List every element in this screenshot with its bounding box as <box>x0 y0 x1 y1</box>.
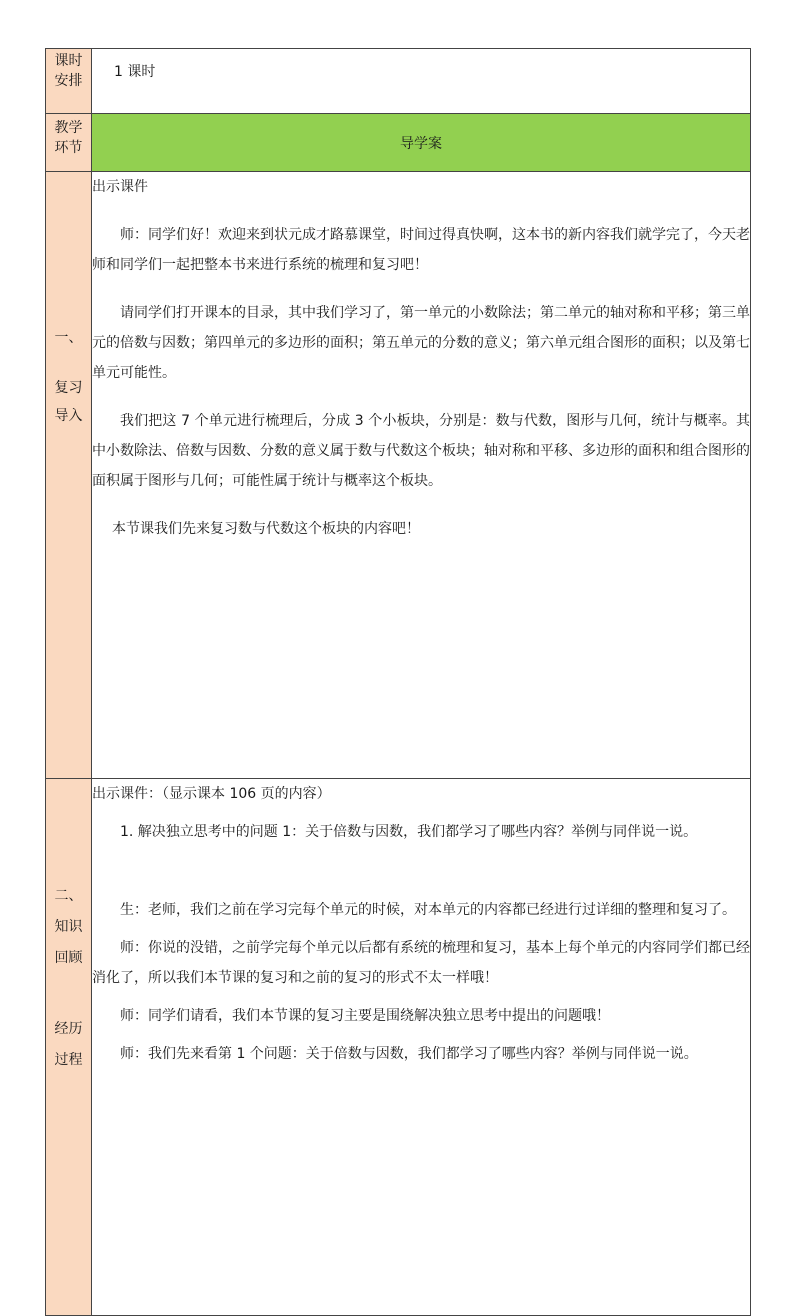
section2-label-line2: 回顾 <box>54 950 83 966</box>
section1-label-line2: 导入 <box>54 408 83 424</box>
section2-paragraph-4: 师：同学们请看，我们本节课的复习主要是围绕解决独立思考中提出的问题哦！ <box>120 1008 610 1024</box>
section1-paragraph-2: 请同学们打开课本的目录，其中我们学习了，第一单元的小数除法；第二单元的轴对称和平移；第三单元的倍数与因数；第四单元的多边形的面积；第五单元的分数的意义；第六单元组合图形的面积；以及第七单元可能性。 <box>92 305 750 381</box>
header-label-line2: 环节 <box>54 140 83 156</box>
section1-row <box>46 172 751 779</box>
section2-label-line1: 知识 <box>54 919 83 935</box>
section2-paragraph-5: 师：我们先来看第 1 个问题：关于倍数与因数，我们都学习了哪些内容？举例与同伴说一说。 <box>120 1046 698 1062</box>
section1-paragraph-4: 本节课我们先来复习数与代数这个板块的内容吧！ <box>112 521 420 537</box>
section2-paragraph-1: 1. 解决独立思考中的问题 1：关于倍数与因数，我们都学习了哪些内容？举例与同伴说一说。 <box>120 824 698 840</box>
section2-label-cell <box>46 779 92 1316</box>
schedule-label-line1: 课时 <box>54 53 83 69</box>
lesson-plan-sheet <box>45 48 750 1316</box>
schedule-row <box>46 49 751 114</box>
header-label-cell <box>46 114 92 172</box>
section1-paragraph-3: 我们把这 7 个单元进行梳理后，分成 3 个小板块，分别是：数与代数，图形与几何，统计与概率。其中小数除法、倍数与因数、分数的意义属于数与代数这个板块；轴对称和平移、多边形的面积和组合图形的面积属于图形与几何；可能性属于统计与概率这个板块。 <box>92 413 750 489</box>
section1-content <box>92 172 751 779</box>
section1-paragraph-1: 师：同学们好！欢迎来到状元成才路慕课堂，时间过得真快啊，这本书的新内容我们就学完了，今天老师和同学们一起把整本书来进行系统的梳理和复习吧！ <box>92 227 750 273</box>
section2-label-line3: 经历 <box>54 1021 83 1037</box>
section2-paragraph-3: 师：你说的没错，之前学完每个单元以后都有系统的梳理和复习，基本上每个单元的内容同学们都已经消化了，所以我们本节课的复习和之前的复习的形式不太一样哦！ <box>92 940 750 986</box>
schedule-value: 1 课时 <box>92 49 751 114</box>
section1-paragraph-0: 出示课件 <box>92 179 148 195</box>
section1-label-cell <box>46 172 92 779</box>
section1-label-number: 一、 <box>54 330 83 346</box>
section2-label-number: 二、 <box>54 888 83 904</box>
section2-paragraph-2: 生：老师，我们之前在学习完每个单元的时候，对本单元的内容都已经进行过详细的整理和复习了。 <box>120 902 736 918</box>
section1-label-line1: 复习 <box>54 380 83 396</box>
section2-label-line4: 过程 <box>54 1052 83 1068</box>
header-label-line1: 教学 <box>54 120 83 136</box>
schedule-label-line2: 安排 <box>54 73 83 89</box>
header-title: 导学案 <box>92 114 751 172</box>
section2-content <box>92 779 751 1316</box>
lesson-plan-table <box>45 48 751 1316</box>
schedule-label-cell <box>46 49 92 114</box>
header-row <box>46 114 751 172</box>
section2-row <box>46 779 751 1316</box>
section2-paragraph-0: 出示课件：（显示课本 106 页的内容） <box>92 786 331 802</box>
